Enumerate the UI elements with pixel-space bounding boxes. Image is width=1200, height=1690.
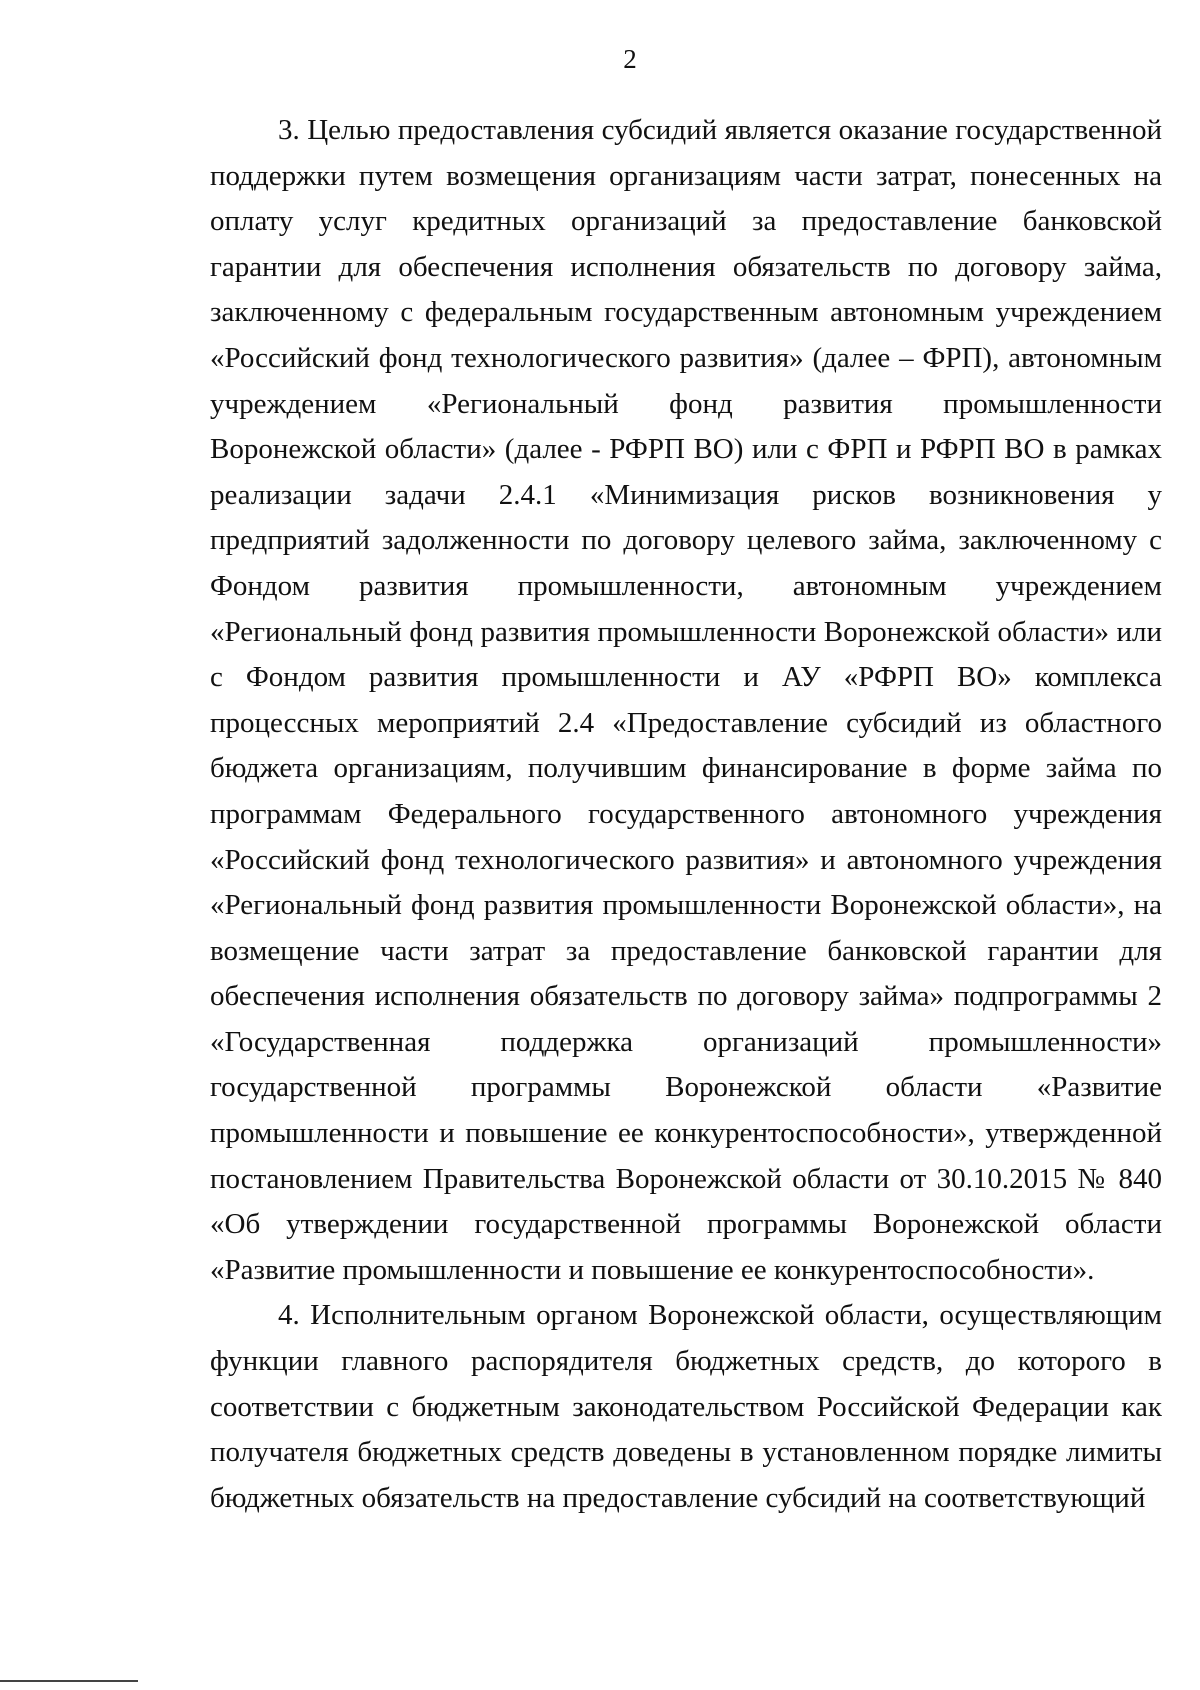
page-number: 2 — [623, 44, 637, 74]
document-body — [210, 108, 1162, 1521]
paragraph-3: 3. Целью предоставления субсидий является оказание государственной поддержки путем возмещения организациям части затрат, понесенных на оплату услуг кредитных организаций за предоставление банковской гарантии для обеспечения исполнения обязательств по договору займа, заключенному с федеральным государственным автономным учреждением «Российский фонд технологического развития» (далее – ФРП), автономным учреждением «Региональный фонд развития промышленности Воронежской области» (далее - РФРП ВО) или с ФРП и РФРП ВО в рамках реализации задачи 2.4.1 «Минимизация рисков возникновения у предприятий задолженности по договору целевого займа, заключенному с Фондом развития промышленности, автономным учреждением «Региональный фонд развития промышленности Воронежской области» или с Фондом развития промышленности и АУ «РФРП ВО» комплекса процессных мероприятий 2.4 «Предоставление субсидий из областного бюджета организациям, получившим финансирование в форме займа по программам Федерального государственного автономного учреждения «Российский фонд технологического развития» и автономного учреждения «Региональный фонд развития промышленности Воронежской области», на возмещение части затрат за предоставление банковской гарантии для обеспечения исполнения обязательств по договору займа» подпрограммы 2 «Государственная поддержка организаций промышленности» государственной программы Воронежской области «Развитие промышленности и повышение ее конкурентоспособности», утвержденной постановлением Правительства Воронежской области от 30.10.2015 № 840 «Об утверждении государственной программы Воронежской области «Развитие промышленности и повышение ее конкурентоспособности». — [210, 114, 1162, 1286]
footer-divider — [0, 1680, 138, 1682]
paragraph-4: 4. Исполнительным органом Воронежской области, осуществляющим функции главного распорядителя бюджетных средств, до которого в соответствии с бюджетным законодательством Российской Федерации как получателя бюджетных средств доведены в установленном порядке лимиты бюджетных обязательств на предоставление субсидий на соответствующий — [210, 1299, 1162, 1514]
